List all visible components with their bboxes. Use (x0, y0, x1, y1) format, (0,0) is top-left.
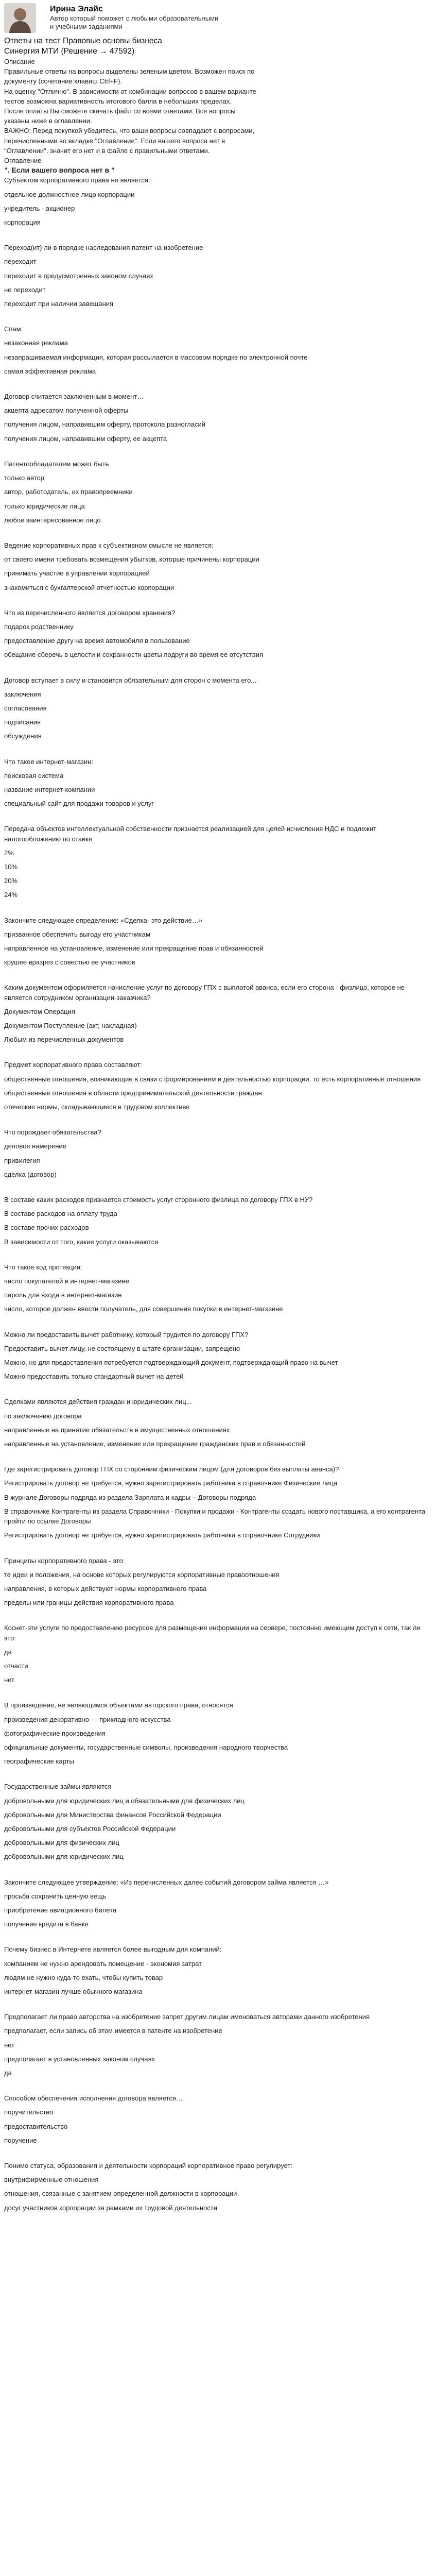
answer-option: автор, работодатель, их правопреемники (4, 488, 133, 496)
answer-option: название интернет-компании (4, 785, 95, 793)
question-block (4, 324, 432, 376)
answer-option: Предоставить вычет лицу, не состоящему в штате организации, запрещено (4, 1344, 240, 1352)
answer-option: направления, в которых действуют нормы корпоративного права (4, 1584, 207, 1592)
question-text: Закончите следующее определение: «Сделка- это действие…» (4, 916, 202, 924)
question-text: Передача объектов интеллектуальной собственности признается реализацией для целей исчисления НДС и подлежит налогообложению по ставке (4, 825, 377, 843)
answer-option: нет (4, 1676, 14, 1684)
answer-option: географические карты (4, 1757, 74, 1766)
answer-option: знакомиться с бухгалтерской отчетностью корпорации (4, 583, 175, 591)
answer-option: направленное на установление, изменение или прекращение прав и обязанностей (4, 944, 264, 952)
answer-option: привилегия (4, 1156, 40, 1164)
answer-option: получения лицом, направившим оферту, ее акцепта (4, 434, 167, 443)
question-block (4, 675, 432, 741)
description-line: "Оглавлении", значит его нет и в файле с правильными ответами. (4, 146, 210, 155)
question-block (4, 1195, 432, 1247)
answer-option: переходит в предусмотренных законом случаях (4, 272, 153, 280)
answer-option: досуг участников корпорации за рамками их трудовой деятельности (4, 2204, 218, 2212)
answer-option: фотографические произведения (4, 1729, 106, 1737)
question-block (4, 1623, 432, 1685)
description-block (4, 66, 432, 156)
question-block (4, 1877, 432, 1929)
author-info (50, 3, 220, 31)
answer-option: обсуждения (4, 732, 42, 740)
answer-option: В зависимости от того, какие услуги оказываются (4, 1238, 159, 1246)
answer-option: добровольными для юридических лиц (4, 1853, 124, 1861)
answer-option: те идеи и положения, на основе которых регулируются корпоративные правоотношения (4, 1570, 280, 1579)
answer-option: 20% (4, 877, 18, 885)
description-line: документу (сочетание клавиш Ctrl+F). (4, 77, 122, 86)
answer-option: В журнале Договоры подряда из раздела Зарплата и кадры – Договоры подряда (4, 1493, 256, 1501)
question-block (4, 243, 432, 309)
question-block (4, 540, 432, 592)
question-text: Сделками являются действия граждан и юридических лиц... (4, 1398, 192, 1406)
answer-option: просьба сохранить ценную вещь (4, 1892, 107, 1900)
answer-option: предполагает, если запись об этом имеется в патенте на изобретение (4, 2027, 222, 2035)
answer-option: крушее вразрез с совестью ее участников (4, 958, 135, 967)
document-content (0, 36, 436, 2213)
answer-option: число, которое должен ввести получатель, для совершения покупки в интернет-магазине (4, 1305, 283, 1313)
question-block (4, 982, 432, 1044)
question-block (4, 1262, 432, 1314)
question-text: Договор считается заключенным в момент… (4, 393, 144, 401)
answer-option: поручительство (4, 2108, 54, 2116)
answer-option: добровольными для юридических лиц и обязательными для физических лиц (4, 1797, 245, 1805)
answer-option: не переходит (4, 285, 46, 294)
answer-option: по заключению договора (4, 1412, 82, 1420)
answer-option: компаниям не нужно арендовать помещение - экономия затрат (4, 1959, 202, 1968)
question-block (4, 1127, 432, 1179)
question-text: Предмет корпоративного права составляют: (4, 1061, 142, 1069)
question-block (4, 916, 432, 968)
description-line: Правильные ответы на вопросы выделены зеленым цветом. Возможен поиск по (4, 67, 255, 76)
author-name[interactable]: Ирина Элайс (50, 5, 103, 13)
question-text: Предполагает ли право авторства на изобретение запрет другим лицам именоваться авторами данного изобретения (4, 2013, 370, 2021)
question-block (4, 1700, 432, 1766)
answer-option: Документом Операция (4, 1007, 75, 1015)
question-block (4, 1397, 432, 1449)
question-text: В произведение, не являющимся объектами авторского права, относятся (4, 1701, 233, 1709)
answer-option: Документом Поступление (акт, накладная) (4, 1022, 137, 1029)
answer-option: В составе прочих расходов (4, 1224, 89, 1232)
question-text: Где зарегистрировать договор ГПХ со сторонним физическим лицом (для договоров без выплаты аванса)? (4, 1465, 339, 1473)
answer-option: незаконная реклама (4, 339, 68, 347)
answer-option: поручение (4, 2136, 37, 2144)
answer-option: специальный сайт для продажи товаров и услуг (4, 800, 154, 808)
question-text: Что такое код протекции: (4, 1263, 82, 1271)
question-block (4, 1556, 432, 1608)
answer-option: нет (4, 2041, 14, 2049)
answer-option: общественные отношения, возникающие в связи с формированием и деятельностью корпорации, то есть корпоративные отношения (4, 1075, 421, 1083)
answer-option: обещание сберечь в целости и сохранности цветы подруги во время ее отсутствия (4, 651, 264, 659)
answer-option: да (4, 2069, 12, 2077)
description-line: ВАЖНО: Перед покупкой убедитесь, что ваши вопросы совпадают с вопросами, (4, 127, 255, 135)
author-header (0, 0, 436, 32)
question-text: Что порождает обязательства? (4, 1128, 101, 1137)
question-block (4, 1330, 432, 1382)
author-avatar-icon (4, 3, 36, 33)
answer-option: только юридические лица (4, 502, 85, 510)
answer-option: переходит при наличии завещания (4, 300, 114, 308)
author-description: Автор который поможет с любыми образовательными и учебными заданиями (50, 14, 219, 30)
question-block (4, 1060, 432, 1112)
answer-option: направленные на установление, изменение или прекращение гражданских прав и обязанностей (4, 1440, 306, 1448)
question-text: Каким документом оформляется начисление услуг по договору ГПХ с выплатой аванса, если его сторона - физлицо, которое не является сотрудником организации-заказчика? (4, 984, 405, 1002)
answer-option: предоставительство (4, 2122, 68, 2130)
answer-option: самая эффективная реклама (4, 367, 96, 375)
not-found-heading: ". Если вашего вопроса нет в " (4, 166, 115, 175)
question-block (4, 2012, 432, 2078)
answer-option: предполагает в установленных законом случаях (4, 2055, 155, 2063)
answer-option: 10% (4, 862, 18, 871)
question-text: В составе каких расходов признается стоимость услуг сторонного физлица по договору ГПХ в НУ? (4, 1196, 313, 1204)
question-block (4, 1782, 432, 1861)
answer-option: только автор (4, 474, 44, 482)
question-text: Государственные займы являются (4, 1783, 112, 1791)
question-text: Переход(ит) ли в порядке наследования патент на изобретение (4, 244, 203, 252)
answer-option: согласования (4, 704, 47, 712)
answer-option: да (4, 1648, 12, 1656)
answer-option: предоставление другу на время автомобиля в пользование (4, 637, 190, 645)
answer-option: пароль для входа в интернет-магазин (4, 1291, 122, 1299)
answer-option: незапрашиваемая информация, которая рассылается в массовом порядке по электронной почте (4, 353, 308, 361)
answer-option: от своего имени требовать возмещения убытков, которые причинены корпорации (4, 555, 259, 564)
answer-option: учредитель - акционер (4, 204, 75, 212)
question-text: Что такое интернет-магазин: (4, 757, 93, 766)
question-text: Можно ли предоставить вычет работнику, который трудится по договору ГПХ? (4, 1330, 249, 1338)
question-block (4, 1464, 432, 1540)
answer-option: общественные отношения в области предпринимательской деятельности граждан (4, 1089, 262, 1097)
question-text: Ведение корпоративных прав к субъективном смысле не является: (4, 541, 214, 549)
description-line: После оплаты Вы сможете скачать файл со всеми ответами. Все вопросы (4, 107, 236, 115)
answer-option: поисковая система (4, 771, 64, 779)
question-text: Понимо статуса, образования и деятельности корпораций корпоративное право регулирует: (4, 2162, 292, 2170)
answer-option: приобретение авиационного билета (4, 1906, 117, 1914)
answer-option: любое заинтересованное лицо (4, 516, 101, 524)
author-avatar[interactable] (4, 3, 36, 33)
answer-option: число покупателей в интернет-магазине (4, 1277, 129, 1285)
questions-list (4, 175, 432, 2212)
answer-option: направленные на принятие обязательств в имущественных отношениях (4, 1426, 230, 1434)
toc-label: Оглавление (4, 157, 42, 165)
question-text: Договор вступает в силу и становится обязательным для сторон с момента его... (4, 676, 257, 684)
question-text: Закончите следующее утверждение: «Из перечисленных далее событий договором займа является …» (4, 1878, 329, 1886)
answer-option: В справочнике Контрагенты из раздела Справочники - Покупки и продажи - Контрагенты создать нового поставщика, а его контрагента пройти по ссылке Договоры (4, 1507, 426, 1526)
answer-option: Любым из перечисленных документов (4, 1036, 124, 1044)
answer-option: добровольными для Министерства финансов Российской Федерации (4, 1810, 221, 1819)
question-block (4, 459, 432, 525)
answer-option: переходит (4, 258, 37, 266)
answer-option: Регистрировать договор не требуется, нужно зарегистрировать работника в справочнике Физические лица (4, 1479, 338, 1487)
answer-option: Можно предоставить только стандартный вычет на детей (4, 1372, 184, 1381)
answer-option: получение кредита в банке (4, 1920, 89, 1928)
answer-option: 2% (4, 849, 14, 857)
question-block (4, 757, 432, 809)
question-text: Принципы корпоративного права - это: (4, 1556, 125, 1565)
answer-option: корпорация (4, 218, 41, 227)
answer-option: внутрифирменные отношения (4, 2176, 99, 2184)
question-text: Что из перечисленного является договором хранения? (4, 608, 176, 617)
answer-option: пределы или границы действия корпоративного права (4, 1599, 174, 1607)
answer-option: отчасти (4, 1662, 28, 1670)
description-line: указаны ниже в оглавлении. (4, 117, 92, 125)
question-block (4, 608, 432, 660)
question-block (4, 2093, 432, 2145)
answer-option: Можно, но для предоставления потребуется подтверждающий документ, подтверждающий право на вычет (4, 1359, 338, 1367)
answer-option: добровольными для субъектов Российской Федерации (4, 1824, 176, 1833)
question-text: Патентообладателем может быть (4, 460, 109, 468)
answer-option: подписания (4, 718, 41, 726)
answer-option: отношения, связанные с занятием определенной должности в корпорации (4, 2190, 237, 2198)
description-line: перечисленными во вкладке "Оглавление". Если вашего вопроса нет в (4, 137, 225, 145)
question-text: Способом обеспечения исполнения договора является… (4, 2094, 183, 2103)
question-text: Почему бизнес в Интернете является более выгодным для компаний: (4, 1945, 222, 1954)
answer-option: интернет-магазин лучше обычного магазина (4, 1987, 143, 1995)
answer-option: заключения (4, 690, 41, 698)
description-line: На оценку "Отлично". В зависимости от комбинации вопросов в вашем варианте (4, 87, 256, 95)
answer-option: отдельное должностное лицо корпорации (4, 190, 135, 198)
question-block (4, 175, 432, 227)
answer-option: деловое намерение (4, 1142, 66, 1150)
answer-option: призванное обеспечить выгоду его участникам (4, 930, 150, 938)
answer-option: людям не нужно куда-то ехать, чтобы купить товар (4, 1973, 163, 1981)
page-title: Ответы на тест Правовые основы бизнеса Синергия МТИ (Решение → 47592) (4, 37, 162, 56)
answer-option: сделка (договор) (4, 1170, 57, 1178)
question-block (4, 392, 432, 444)
question-text: Субъектом корпоративного права не является: (4, 176, 150, 184)
answer-option: произведения декоративно — прикладного искусства (4, 1715, 171, 1723)
answer-option: 24% (4, 891, 18, 899)
answer-option: принимать участие в управлении корпорацией (4, 569, 150, 578)
answer-option: официальные документы, государственные символы, произведения народного творчества (4, 1743, 288, 1751)
question-text: Коснет-эти услуги по предоставлению ресурсов для размещения информации на сервере, постоянно имеющим доступ к сети, так ли это: (4, 1624, 421, 1642)
answer-option: Регистрировать договор не требуется, нужно зарегистрировать работника в справочнике Сотрудники (4, 1531, 320, 1539)
answer-option: добровольными для физических лиц (4, 1839, 119, 1847)
description-label: Описание (4, 58, 35, 65)
answer-option: отеческие нормы, складывающиеся в трудовом коллективе (4, 1103, 190, 1111)
question-block (4, 1944, 432, 1996)
answer-option: акцепта адресатом полученной оферты (4, 406, 129, 415)
answer-option: получения лицом, направившим оферту, протокола разногласий (4, 420, 205, 429)
question-block (4, 2161, 432, 2213)
answer-option: подарок родственнику (4, 622, 74, 631)
description-line: тестов возможна вариативность итогового балла в небольших пределах. (4, 97, 232, 105)
question-text: Спам: (4, 325, 23, 333)
question-block (4, 824, 432, 900)
answer-option: В составе расходов на оплату труда (4, 1210, 117, 1218)
